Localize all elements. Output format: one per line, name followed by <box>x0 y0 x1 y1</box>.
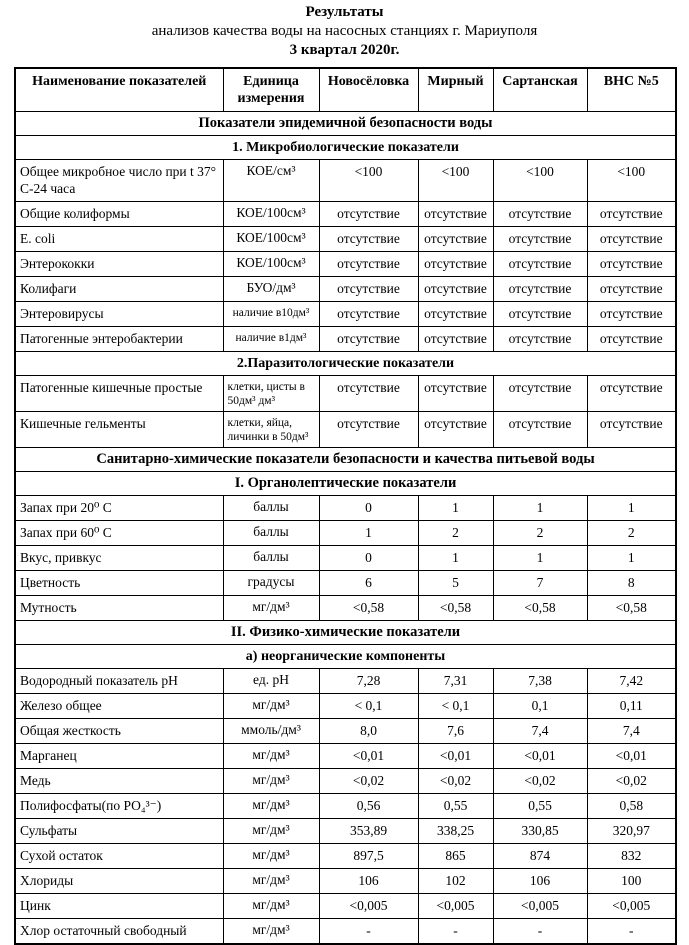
value-cell: 1 <box>319 521 418 546</box>
value-cell: 897,5 <box>319 844 418 869</box>
row-label-cell: Кишечные гельменты <box>15 412 223 448</box>
row-label-cell: Полифосфаты(по РО₄³⁻) <box>15 794 223 819</box>
row-label-cell: Запах при 20⁰ С <box>15 496 223 521</box>
row-label-cell: Запах при 60⁰ С <box>15 521 223 546</box>
table-row <box>15 719 676 744</box>
section-row <box>15 136 676 160</box>
unit-cell: БУО/дм³ <box>223 277 319 302</box>
section-label: Показатели эпидемичной безопасности воды <box>15 112 676 136</box>
value-cell: отсутствие <box>587 376 676 412</box>
value-cell: <0,02 <box>493 769 587 794</box>
value-cell: 0 <box>319 546 418 571</box>
unit-cell: мг/дм³ <box>223 819 319 844</box>
row-label-cell: Марганец <box>15 744 223 769</box>
value-cell: отсутствие <box>319 252 418 277</box>
value-cell: 1 <box>418 496 493 521</box>
section-label: I. Органолептические показатели <box>15 472 676 496</box>
table-row <box>15 277 676 302</box>
section-row <box>15 448 676 472</box>
value-cell: <0,01 <box>319 744 418 769</box>
value-cell: <0,02 <box>418 769 493 794</box>
value-cell: <0,005 <box>493 894 587 919</box>
section-label: 2.Паразитологические показатели <box>15 352 676 376</box>
unit-cell: КОЕ/100см³ <box>223 227 319 252</box>
value-cell: 1 <box>418 546 493 571</box>
value-cell: - <box>418 919 493 945</box>
value-cell: 1 <box>587 546 676 571</box>
value-cell: <0,58 <box>493 596 587 621</box>
row-label-cell: Сульфаты <box>15 819 223 844</box>
value-cell: отсутствие <box>493 252 587 277</box>
table-row <box>15 252 676 277</box>
section-row <box>15 352 676 376</box>
table-row <box>15 919 676 945</box>
unit-cell: баллы <box>223 496 319 521</box>
section-row <box>15 621 676 645</box>
value-cell: < 0,1 <box>418 694 493 719</box>
value-cell: отсутствие <box>493 412 587 448</box>
table-row <box>15 412 676 448</box>
value-cell: 320,97 <box>587 819 676 844</box>
header-station-novoselovka: Новосёловка <box>319 68 418 112</box>
unit-cell: мг/дм³ <box>223 794 319 819</box>
value-cell: отсутствие <box>319 327 418 352</box>
header-unit: Единица измерения <box>223 68 319 112</box>
value-cell: <0,005 <box>418 894 493 919</box>
value-cell: 338,25 <box>418 819 493 844</box>
table-row <box>15 596 676 621</box>
value-cell: 0,56 <box>319 794 418 819</box>
value-cell: 7,4 <box>587 719 676 744</box>
value-cell: отсутствие <box>418 412 493 448</box>
table-row <box>15 869 676 894</box>
value-cell: <0,005 <box>319 894 418 919</box>
table-row <box>15 327 676 352</box>
document-header <box>14 3 675 60</box>
value-cell: <0,02 <box>587 769 676 794</box>
value-cell: отсутствие <box>418 376 493 412</box>
section-row <box>15 472 676 496</box>
unit-cell: КОЕ/100см³ <box>223 202 319 227</box>
row-label-cell: Энтеровирусы <box>15 302 223 327</box>
table-row <box>15 202 676 227</box>
value-cell: 0,58 <box>587 794 676 819</box>
section-label: II. Физико-химические показатели <box>15 621 676 645</box>
value-cell: 7,6 <box>418 719 493 744</box>
unit-cell: мг/дм³ <box>223 694 319 719</box>
table-row <box>15 521 676 546</box>
unit-cell: наличие в1дм³ <box>223 327 319 352</box>
value-cell: <100 <box>418 160 493 202</box>
value-cell: отсутствие <box>493 277 587 302</box>
value-cell: <0,58 <box>587 596 676 621</box>
header-indicator-name: Наименование показателей <box>15 68 223 112</box>
unit-cell: мг/дм³ <box>223 919 319 945</box>
value-cell: 0,55 <box>493 794 587 819</box>
table-row <box>15 694 676 719</box>
unit-cell: КОЕ/см³ <box>223 160 319 202</box>
header-row <box>15 68 676 112</box>
value-cell: отсутствие <box>587 277 676 302</box>
unit-cell: КОЕ/100см³ <box>223 252 319 277</box>
table-row <box>15 160 676 202</box>
value-cell: 100 <box>587 869 676 894</box>
value-cell: 0,55 <box>418 794 493 819</box>
value-cell: 353,89 <box>319 819 418 844</box>
section-label: 1. Микробиологические показатели <box>15 136 676 160</box>
header-station-mirny: Мирный <box>418 68 493 112</box>
value-cell: 2 <box>493 521 587 546</box>
value-cell: 1 <box>587 496 676 521</box>
row-label-cell: Колифаги <box>15 277 223 302</box>
section-row <box>15 112 676 136</box>
document-period: 3 квартал 2020г. <box>289 42 400 58</box>
row-label-cell: Мутность <box>15 596 223 621</box>
value-cell: <0,01 <box>418 744 493 769</box>
section-row <box>15 645 676 669</box>
unit-cell: градусы <box>223 571 319 596</box>
row-label-cell: Медь <box>15 769 223 794</box>
table-row <box>15 571 676 596</box>
value-cell: <0,01 <box>587 744 676 769</box>
row-label-cell: E. coli <box>15 227 223 252</box>
value-cell: 7,4 <box>493 719 587 744</box>
table-header <box>15 68 676 112</box>
unit-cell: наличие в10дм³ <box>223 302 319 327</box>
value-cell: < 0,1 <box>319 694 418 719</box>
unit-cell: мг/дм³ <box>223 869 319 894</box>
value-cell: отсутствие <box>587 202 676 227</box>
value-cell: 2 <box>418 521 493 546</box>
unit-cell: мг/дм³ <box>223 596 319 621</box>
table-row <box>15 819 676 844</box>
value-cell: отсутствие <box>587 412 676 448</box>
table-row <box>15 302 676 327</box>
value-cell: отсутствие <box>587 227 676 252</box>
header-station-sartanskaya: Сартанская <box>493 68 587 112</box>
unit-cell: ммоль/дм³ <box>223 719 319 744</box>
header-station-vns5: ВНС №5 <box>587 68 676 112</box>
value-cell: 874 <box>493 844 587 869</box>
value-cell: отсутствие <box>587 327 676 352</box>
value-cell: <100 <box>493 160 587 202</box>
value-cell: 7,28 <box>319 669 418 694</box>
value-cell: - <box>587 919 676 945</box>
value-cell: отсутствие <box>418 302 493 327</box>
value-cell: 1 <box>493 496 587 521</box>
row-label-cell: Общее микробное число при t 37° С-24 часа <box>15 160 223 202</box>
table-row <box>15 894 676 919</box>
value-cell: отсутствие <box>418 202 493 227</box>
document-title: Результаты <box>305 4 384 20</box>
unit-cell: мг/дм³ <box>223 894 319 919</box>
section-label: Санитарно-химические показатели безопасности и качества питьевой воды <box>15 448 676 472</box>
value-cell: отсутствие <box>493 202 587 227</box>
unit-cell: мг/дм³ <box>223 744 319 769</box>
row-label-cell: Хлор остаточный свободный <box>15 919 223 945</box>
value-cell: 102 <box>418 869 493 894</box>
value-cell: отсутствие <box>587 302 676 327</box>
table-row <box>15 844 676 869</box>
value-cell: 8,0 <box>319 719 418 744</box>
value-cell: 5 <box>418 571 493 596</box>
value-cell: <0,58 <box>319 596 418 621</box>
value-cell: 7 <box>493 571 587 596</box>
value-cell: 0,1 <box>493 694 587 719</box>
value-cell: 106 <box>319 869 418 894</box>
value-cell: отсутствие <box>418 252 493 277</box>
unit-cell: ед. рН <box>223 669 319 694</box>
table-row <box>15 227 676 252</box>
document-subtitle: анализов качества воды на насосных станциях г. Мариуполя <box>151 23 538 39</box>
value-cell: отсутствие <box>319 202 418 227</box>
value-cell: 7,31 <box>418 669 493 694</box>
row-label-cell: Энтерококки <box>15 252 223 277</box>
value-cell: 865 <box>418 844 493 869</box>
unit-cell: баллы <box>223 521 319 546</box>
row-label-cell: Вкус, привкус <box>15 546 223 571</box>
value-cell: отсутствие <box>587 252 676 277</box>
row-label-cell: Общая жесткость <box>15 719 223 744</box>
unit-cell: мг/дм³ <box>223 844 319 869</box>
table-row <box>15 496 676 521</box>
value-cell: отсутствие <box>319 412 418 448</box>
table-row <box>15 769 676 794</box>
unit-cell: клетки, цисты в 50дм³ дм³ <box>223 376 319 412</box>
row-label-cell: Цинк <box>15 894 223 919</box>
value-cell: отсутствие <box>493 327 587 352</box>
row-label-cell: Общие колиформы <box>15 202 223 227</box>
value-cell: отсутствие <box>418 327 493 352</box>
value-cell: <0,005 <box>587 894 676 919</box>
row-label-cell: Патогенные энтеробактерии <box>15 327 223 352</box>
unit-cell: мг/дм³ <box>223 769 319 794</box>
table-row <box>15 744 676 769</box>
value-cell: отсутствие <box>493 302 587 327</box>
value-cell: отсутствие <box>319 376 418 412</box>
section-label: а) неорганические компоненты <box>15 645 676 669</box>
value-cell: 330,85 <box>493 819 587 844</box>
table-body <box>15 112 676 945</box>
value-cell: отсутствие <box>418 227 493 252</box>
value-cell: <0,01 <box>493 744 587 769</box>
row-label-cell: Хлориды <box>15 869 223 894</box>
value-cell: отсутствие <box>319 277 418 302</box>
value-cell: 0,11 <box>587 694 676 719</box>
value-cell: 106 <box>493 869 587 894</box>
table-row <box>15 794 676 819</box>
value-cell: 0 <box>319 496 418 521</box>
value-cell: - <box>319 919 418 945</box>
value-cell: отсутствие <box>493 227 587 252</box>
value-cell: 832 <box>587 844 676 869</box>
value-cell: <0,02 <box>319 769 418 794</box>
row-label-cell: Цветность <box>15 571 223 596</box>
value-cell: <100 <box>587 160 676 202</box>
value-cell: <100 <box>319 160 418 202</box>
table-row <box>15 669 676 694</box>
unit-cell: баллы <box>223 546 319 571</box>
row-label-cell: Сухой остаток <box>15 844 223 869</box>
row-label-cell: Патогенные кишечные простые <box>15 376 223 412</box>
results-table <box>14 67 677 945</box>
value-cell: 8 <box>587 571 676 596</box>
value-cell: 7,38 <box>493 669 587 694</box>
table-row <box>15 376 676 412</box>
value-cell: - <box>493 919 587 945</box>
row-label-cell: Железо общее <box>15 694 223 719</box>
table-row <box>15 546 676 571</box>
value-cell: отсутствие <box>319 227 418 252</box>
unit-cell: клетки, яйца, личинки в 50дм³ <box>223 412 319 448</box>
value-cell: отсутствие <box>418 277 493 302</box>
value-cell: 6 <box>319 571 418 596</box>
value-cell: 1 <box>493 546 587 571</box>
row-label-cell: Водородный показатель рН <box>15 669 223 694</box>
value-cell: <0,58 <box>418 596 493 621</box>
value-cell: 7,42 <box>587 669 676 694</box>
value-cell: отсутствие <box>493 376 587 412</box>
value-cell: отсутствие <box>319 302 418 327</box>
value-cell: 2 <box>587 521 676 546</box>
